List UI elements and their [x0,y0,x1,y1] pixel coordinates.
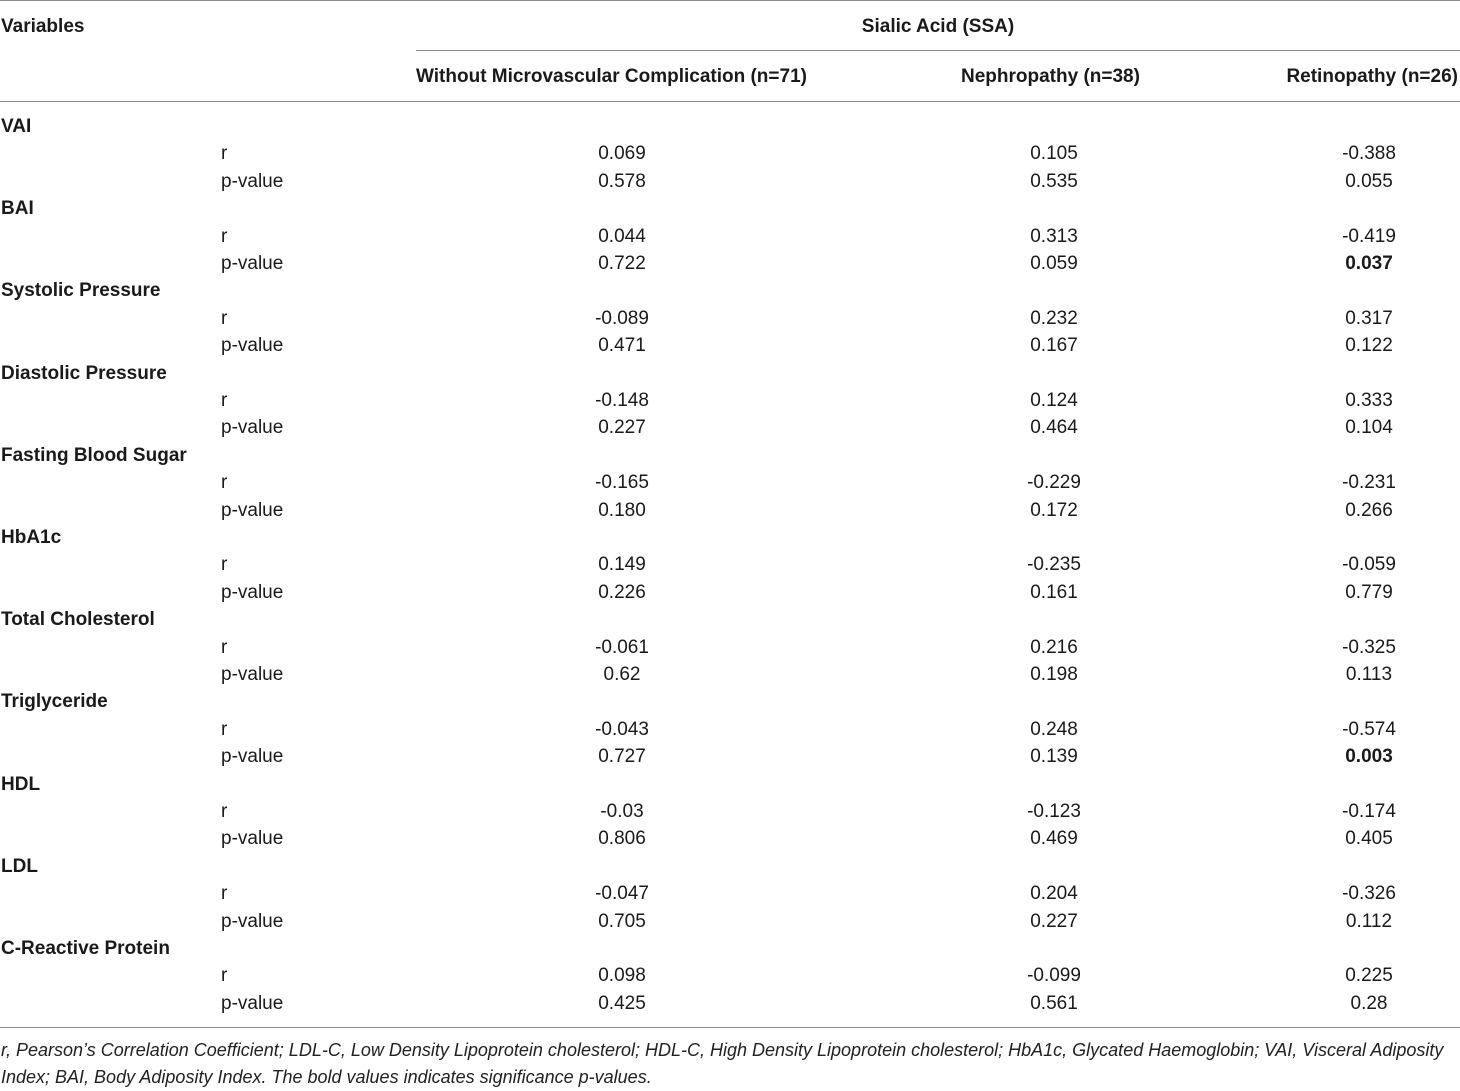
p-value: 0.705 [598,911,646,932]
p-value: 0.266 [1345,500,1393,521]
p-value: 0.059 [1030,253,1078,274]
p-value: 0.227 [1030,911,1078,932]
p-value: 0.561 [1030,993,1078,1014]
r-value: 0.232 [1030,308,1078,329]
p-value-label: p-value [221,664,284,685]
group-header: Sialic Acid (SSA) [861,16,1015,37]
variable-label: HDL [1,774,41,795]
r-value: 0.248 [1030,719,1078,740]
p-value-label: p-value [221,335,284,356]
r-value: -0.123 [1027,801,1081,822]
r-value: -0.165 [595,472,649,493]
p-value: 0.055 [1345,171,1393,192]
r-value: -0.089 [595,308,649,329]
variable-label: Fasting Blood Sugar [1,445,187,466]
r-value: -0.235 [1027,554,1081,575]
p-value: 0.112 [1345,911,1393,932]
p-value: 0.122 [1345,335,1393,356]
r-value: 0.225 [1345,965,1393,986]
p-value: 0.405 [1345,828,1393,849]
p-value-label: p-value [221,911,284,932]
p-value-label: p-value [221,500,284,521]
p-value-label: p-value [221,582,284,603]
p-value: 0.535 [1030,171,1078,192]
r-value: -0.231 [1342,472,1396,493]
r-value: -0.03 [600,801,644,822]
r-value: 0.313 [1030,226,1078,247]
r-label: r [221,226,228,247]
p-value: 0.226 [598,582,646,603]
r-value: -0.043 [595,719,649,740]
p-value-label: p-value [221,417,284,438]
r-value: 0.317 [1345,308,1393,329]
r-value: 0.333 [1345,390,1393,411]
r-label: r [221,719,228,740]
p-value: 0.779 [1345,582,1393,603]
variable-label: VAI [1,116,32,137]
r-value: -0.326 [1342,883,1396,904]
p-value-label: p-value [221,253,284,274]
r-value: 0.216 [1030,637,1078,658]
variable-label: LDL [1,856,38,877]
variable-label: Triglyceride [1,691,108,712]
p-value: 0.167 [1030,335,1078,356]
r-value: -0.059 [1342,554,1396,575]
p-value: 0.425 [598,993,646,1014]
p-value: 0.180 [598,500,646,521]
p-value: 0.037 [1345,253,1393,274]
variable-label: C-Reactive Protein [1,938,170,959]
variables-header: Variables [1,16,85,37]
r-value: 0.124 [1030,390,1078,411]
r-value: -0.325 [1342,637,1396,658]
r-value: -0.099 [1027,965,1081,986]
r-value: 0.044 [598,226,646,247]
r-value: -0.061 [595,637,649,658]
p-value: 0.003 [1345,746,1393,767]
p-value: 0.104 [1345,417,1393,438]
table-bottom-rule [0,1027,1460,1028]
r-label: r [221,308,228,329]
r-label: r [221,801,228,822]
r-value: 0.105 [1030,143,1078,164]
p-value-label: p-value [221,171,284,192]
r-label: r [221,554,228,575]
r-label: r [221,965,228,986]
p-value: 0.727 [598,746,646,767]
variable-label: Total Cholesterol [1,609,155,630]
column-header-retinopathy: Retinopathy (n=26) [1286,66,1458,87]
r-value: -0.047 [595,883,649,904]
r-label: r [221,637,228,658]
r-value: -0.419 [1342,226,1396,247]
p-value: 0.578 [598,171,646,192]
r-label: r [221,883,228,904]
column-header-without-complication: Without Microvascular Complication (n=71) [416,66,807,87]
p-value: 0.113 [1345,664,1393,685]
p-value: 0.161 [1030,582,1078,603]
variable-label: HbA1c [1,527,62,548]
p-value: 0.62 [603,664,641,685]
r-value: -0.229 [1027,472,1081,493]
column-header-nephropathy: Nephropathy (n=38) [961,66,1140,87]
variable-label: BAI [1,198,34,219]
p-value-label: p-value [221,828,284,849]
r-value: 0.098 [598,965,646,986]
r-value: -0.388 [1342,143,1396,164]
p-value: 0.172 [1030,500,1078,521]
r-label: r [221,143,228,164]
r-value: 0.204 [1030,883,1078,904]
r-value: 0.069 [598,143,646,164]
r-value: -0.174 [1342,801,1396,822]
p-value: 0.28 [1350,993,1388,1014]
p-value: 0.464 [1030,417,1078,438]
p-value: 0.469 [1030,828,1078,849]
r-label: r [221,472,228,493]
r-value: 0.149 [598,554,646,575]
variable-label: Diastolic Pressure [1,363,167,384]
variable-label: Systolic Pressure [1,280,161,301]
r-value: -0.574 [1342,719,1396,740]
r-value: -0.148 [595,390,649,411]
p-value-label: p-value [221,746,284,767]
p-value: 0.139 [1030,746,1078,767]
p-value: 0.722 [598,253,646,274]
p-value: 0.806 [598,828,646,849]
p-value: 0.198 [1030,664,1078,685]
table-footnote: r, Pearson’s Correlation Coefficient; LDL-C, Low Density Lipoprotein cholesterol; HDL-C, High Density Lipoprotein cholesterol; HbA1c, Glycated Haemoglobin; VAI, Visceral Adiposity Index; BAI, Body Adiposity Index. The bold values indicates significance p-values. [1,1040,1444,1087]
r-label: r [221,390,228,411]
p-value: 0.227 [598,417,646,438]
p-value: 0.471 [598,335,646,356]
p-value-label: p-value [221,993,284,1014]
